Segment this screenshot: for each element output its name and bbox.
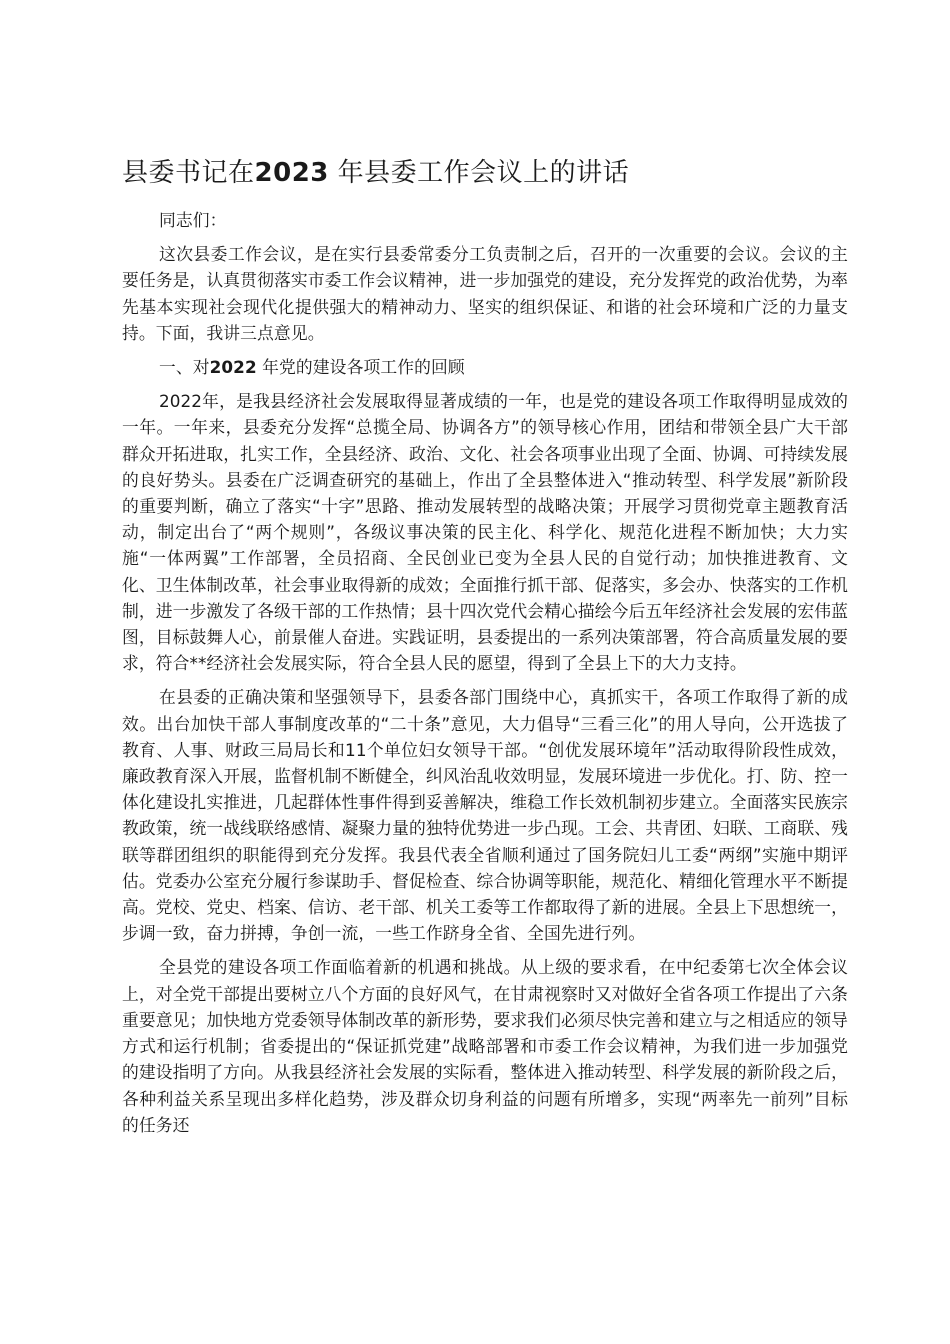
body-paragraph-3: 全县党的建设各项工作面临着新的机遇和挑战。从上级的要求看，在中纪委第七次全体会议上，对全党干部提出要树立八个方面的良好风气，在甘肃视察时又对做好全省各项工作提出了六条重要意见；加快地方党委领导体制改革的新形势，要求我们必须尽快完善和建立与之相适应的领导方式和运行机制；省委提出的“保证抓党建”战略部署和市委工作会议精神，为我们进一步加强党的建设指明了方向。从我县经济社会发展的实际看，整体进入推动转型、科学发展的新阶段之后，各种利益关系呈现出多样化趋势，涉及群众切身利益的问题有所增多，实现“两率先一前列”目标的任务还 — [122, 957, 848, 1135]
salutation: 同志们： — [158, 210, 227, 230]
document-body — [122, 207, 848, 1138]
title-year: 2023 — [254, 158, 329, 188]
section-heading-year: 2022 — [209, 357, 257, 378]
section-heading-1 — [122, 354, 848, 380]
body-paragraph-2: 在县委的正确决策和坚强领导下，县委各部门围绕中心，真抓实干，各项工作取得了新的成效。出台加快干部人事制度改革的“二十条”意见，大力倡导“三看三化”的用人导向，公开选拔了教育、人事、财政三局局长和11个单位妇女领导干部。“创优发展环境年”活动取得阶段性成效，廉政教育深入开展，监督机制不断健全，纠风治乱收效明显，发展环境进一步优化。打、防、控一体化建设扎实推进，几起群体性事件得到妥善解决，维稳工作长效机制初步建立。全面落实民族宗教政策，统一战线联络感情、凝聚力量的独特优势进一步凸现。工会、共青团、妇联、工商联、残联等群团组织的职能得到充分发挥。我县代表全省顺利通过了国务院妇儿工委“两纲”实施中期评估。党委办公室充分履行参谋助手、督促检查、综合协调等职能，规范化、精细化管理水平不断提高。党校、党史、档案、信访、老干部、机关工委等工作都取得了新的进展。全县上下思想统一，步调一致，奋力拼搏，争创一流，一些工作跻身全省、全国先进行列。 — [122, 687, 848, 944]
title-prefix: 县委书记在 — [122, 158, 255, 188]
section-heading-prefix: 一、对 — [158, 357, 210, 378]
section-heading-suffix: 年党的建设各项工作的回顾 — [262, 357, 465, 378]
document-title — [122, 150, 842, 196]
body-paragraph-1: 2022年，是我县经济社会发展取得显著成绩的一年，也是党的建设各项工作取得明显成效的一年。一年来，县委充分发挥“总揽全局、协调各方”的领导核心作用，团结和带领全县广大干部群众开拓进取，扎实工作，全县经济、政治、文化、社会各项事业出现了全面、协调、可持续发展的良好势头。县委在广泛调查研究的基础上，作出了全县整体进入“推动转型、科学发展”新阶段的重要判断，确立了落实“十字”思路、推动发展转型的战略决策；开展学习贯彻党章主题教育活动，制定出台了“两个规则”，各级议事决策的民主化、科学化、规范化进程不断加快；大力实施“一体两翼”工作部署，全员招商、全民创业已变为全县人民的自觉行动；加快推进教育、文化、卫生体制改革，社会事业取得新的成效；全面推行抓干部、促落实，多会办、快落实的工作机制，进一步激发了各级干部的工作热情；县十四次党代会精心描绘今后五年经济社会发展的宏伟蓝图，目标鼓舞人心，前景催人奋进。实践证明，县委提出的一系列决策部署，符合高质量发展的要求，符合**经济社会发展实际，符合全县人民的愿望，得到了全县上下的大力支持。 — [122, 391, 848, 674]
title-suffix: 年县委工作会议上的讲话 — [337, 158, 630, 188]
intro-paragraph: 这次县委工作会议，是在实行县委常委分工负责制之后，召开的一次重要的会议。会议的主要任务是，认真贯彻落实市委工作会议精神，进一步加强党的建设，充分发挥党的政治优势，为率先基本实现社会现代化提供强大的精神动力、坚实的组织保证、和谐的社会环境和广泛的力量支持。下面，我讲三点意见。 — [122, 244, 848, 343]
